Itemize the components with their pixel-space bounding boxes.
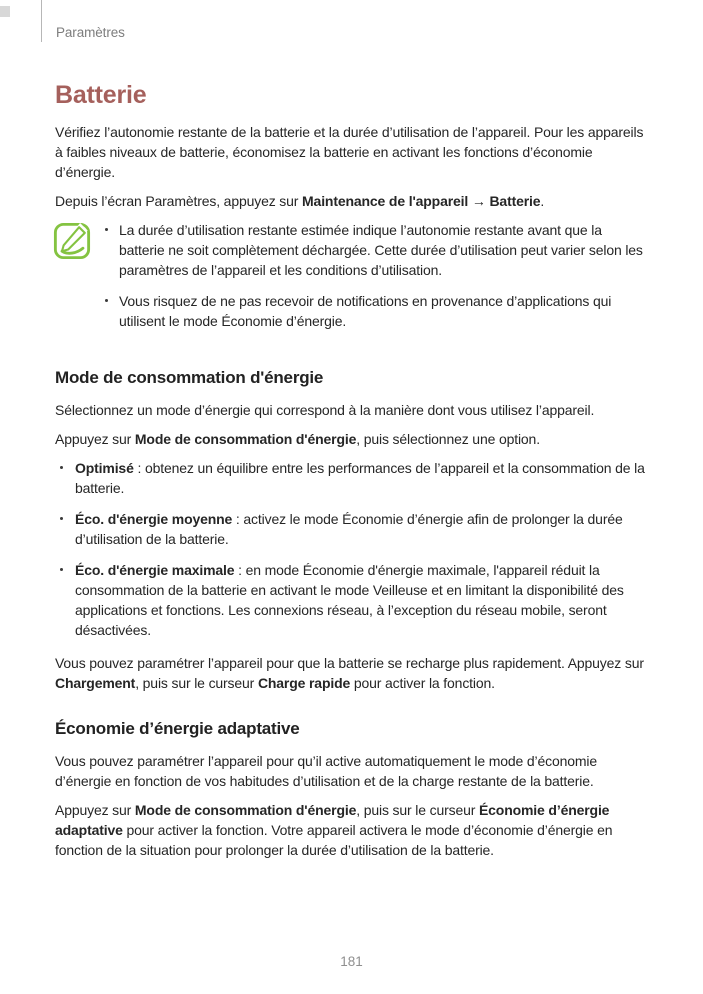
pencil-note-icon — [53, 222, 91, 260]
navigation-paragraph: Depuis l’écran Paramètres, appuyez sur Maintenance de l'appareil → Batterie. — [55, 193, 545, 209]
page-title: Batterie — [55, 81, 147, 109]
option-item-optimise: Optimisé : obtenez un équilibre entre les performances de l’appareil et la consommation de la batterie. — [55, 458, 650, 498]
option-item-eco-moyenne: Éco. d'énergie moyenne : activez le mode Économie d’énergie afin de prolonger la durée d’utilisation de la batterie. — [55, 509, 650, 549]
paragraph: Sélectionnez un mode d’énergie qui correspond à la manière dont vous utilisez l’appareil. — [55, 402, 595, 418]
option-item-eco-maximale: Éco. d'énergie maximale : en mode Économie d'énergie maximale, l'appareil réduit la consommation de la batterie en activant le mode Veilleuse et en limitant la disponibilité des applications et fonctions. Les connexions réseau, à l’exception du réseau mobile, seront désactivées. — [55, 560, 650, 640]
edge-tab-marker — [0, 6, 10, 17]
note-item: Vous risquez de ne pas recevoir de notifications en provenance d’applications qui utilisent le mode Économie d’énergie. — [103, 291, 650, 331]
paragraph: Appuyez sur Mode de consommation d'énergie, puis sur le curseur Économie d’énergie adaptative pour activer la fonction. Votre appareil activera le mode d’économie d’énergie en fonction de la situation pour prolonger la durée d’utilisation de la batterie. — [55, 802, 613, 858]
note-list — [91, 220, 650, 342]
page-number: 181 — [340, 954, 363, 969]
power-mode-options-list — [55, 458, 650, 640]
section-heading-adaptive: Économie d’énergie adaptative — [55, 719, 300, 738]
page-content — [55, 81, 650, 869]
paragraph: Appuyez sur Mode de consommation d'énergie, puis sélectionnez une option. — [55, 431, 540, 447]
section-heading-power-mode: Mode de consommation d'énergie — [55, 368, 324, 387]
note-item: La durée d’utilisation restante estimée indique l’autonomie restante avant que la batterie ne soit complètement déchargée. Cette durée d’utilisation peut varier selon les paramètres de l’appareil et les conditions d’utilisation. — [103, 220, 650, 280]
intro-paragraph: Vérifiez l’autonomie restante de la batterie et la durée d’utilisation de l’appareil. Pour les appareils à faibles niveaux de batterie, économisez la batterie en activant les fonctions d’économie d’énergie. — [55, 124, 644, 180]
fast-charge-paragraph: Vous pouvez paramétrer l’appareil pour que la batterie se recharge plus rapidement. Appuyez sur Chargement, puis sur le curseur Charge rapide pour activer la fonction. — [55, 655, 644, 691]
note-block — [55, 220, 650, 342]
breadcrumb: Paramètres — [56, 25, 125, 40]
header-rule — [41, 0, 42, 42]
paragraph: Vous pouvez paramétrer l’appareil pour qu’il active automatiquement le mode d’économie d’énergie en fonction de vos habitudes d’utilisation et de la charge restante de la batterie. — [55, 753, 597, 789]
